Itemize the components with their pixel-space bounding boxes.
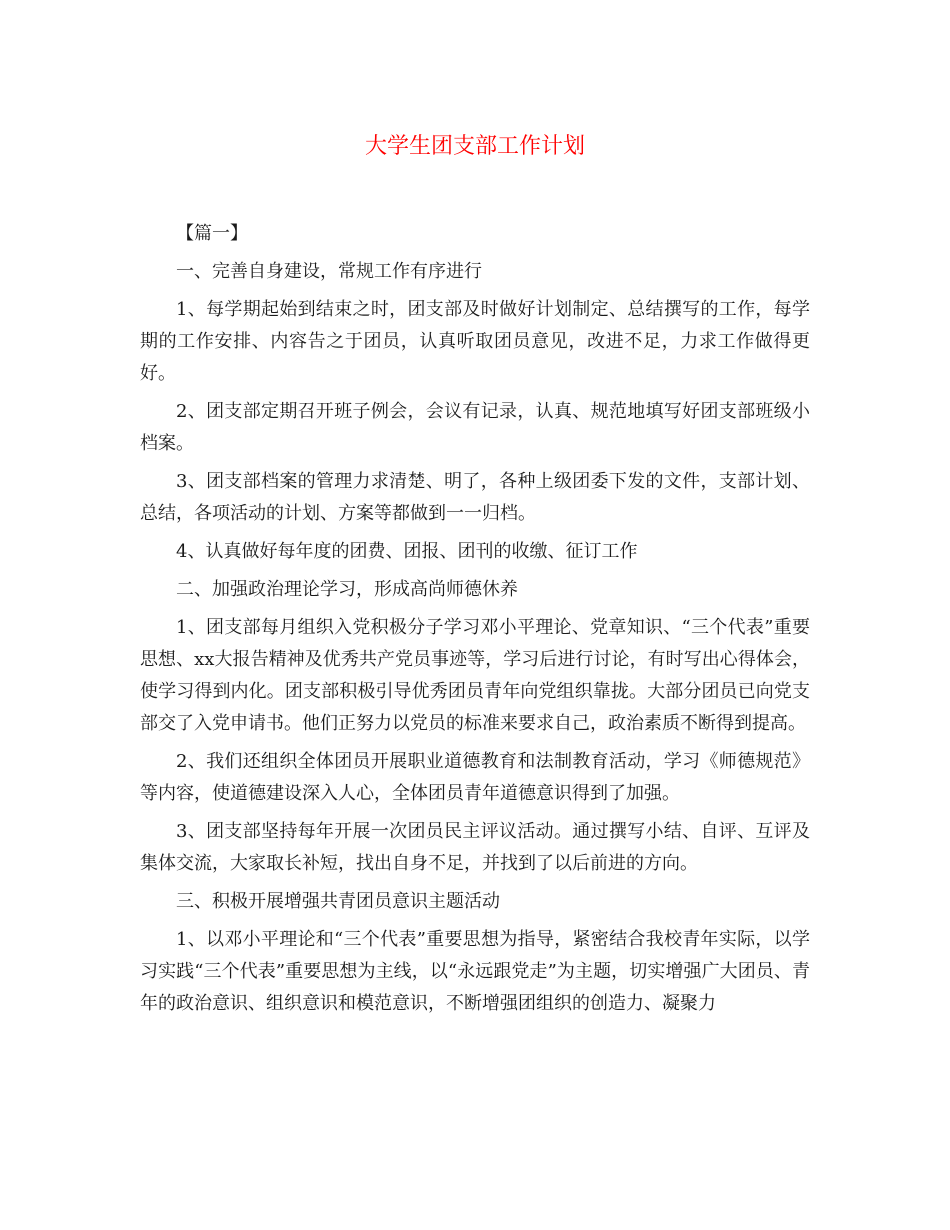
paragraph: 3、团支部坚持每年开展一次团员民主评议活动。通过撰写小结、自评、互评及集体交流，大家取长补短，找出自身不足，并找到了以后前进的方向。 (140, 821, 810, 874)
paragraph: 2、团支部定期召开班子例会，会议有记录，认真、规范地填写好团支部班级小档案。 (140, 401, 810, 454)
paragraph: 3、团支部档案的管理力求清楚、明了，各种上级团委下发的文件，支部计划、总结，各项活动的计划、方案等都做到一一归档。 (140, 471, 810, 524)
heading-1: 一、完善自身建设，常规工作有序进行 (176, 261, 482, 282)
paragraph: 2、我们还组织全体团员开展职业道德教育和法制教育活动，学习《师德规范》等内容，使道德建设深入人心，全体团员青年道德意识得到了加强。 (140, 751, 810, 804)
paragraph: 1、以邓小平理论和“三个代表”重要思想为指导，紧密结合我校青年实际，以学习实践“三个代表”重要思想为主线，以“永远跟党走”为主题，切实增强广大团员、青年的政治意识、组织意识和模范意识，不断增强团组织的创造力、凝聚力 (140, 929, 810, 1014)
section-label: 【篇一】 (176, 223, 248, 244)
heading-3: 三、积极开展增强共青团员意识主题活动 (176, 891, 500, 912)
heading-2: 二、加强政治理论学习，形成高尚师德休养 (176, 579, 518, 600)
document-body (140, 218, 810, 1026)
paragraph: 4、认真做好每年度的团费、团报、团刊的收缴、征订工作 (176, 541, 638, 562)
paragraph: 1、每学期起始到结束之时，团支部及时做好计划制定、总结撰写的工作，每学期的工作安排、内容告之于团员，认真听取团员意见，改进不足，力求工作做得更好。 (140, 299, 810, 384)
document-title: 大学生团支部工作计划 (364, 134, 585, 159)
paragraph: 1、团支部每月组织入党积极分子学习邓小平理论、党章知识、“三个代表”重要思想、xx大报告精神及优秀共产党员事迹等，学习后进行讨论，有时写出心得体会，使学习得到内化。团支部积极引导优秀团员青年向党组织靠拢。大部分团员已向党支部交了入党申请书。他们正努力以党员的标准来要求自己，政治素质不断得到提高。 (140, 617, 810, 734)
